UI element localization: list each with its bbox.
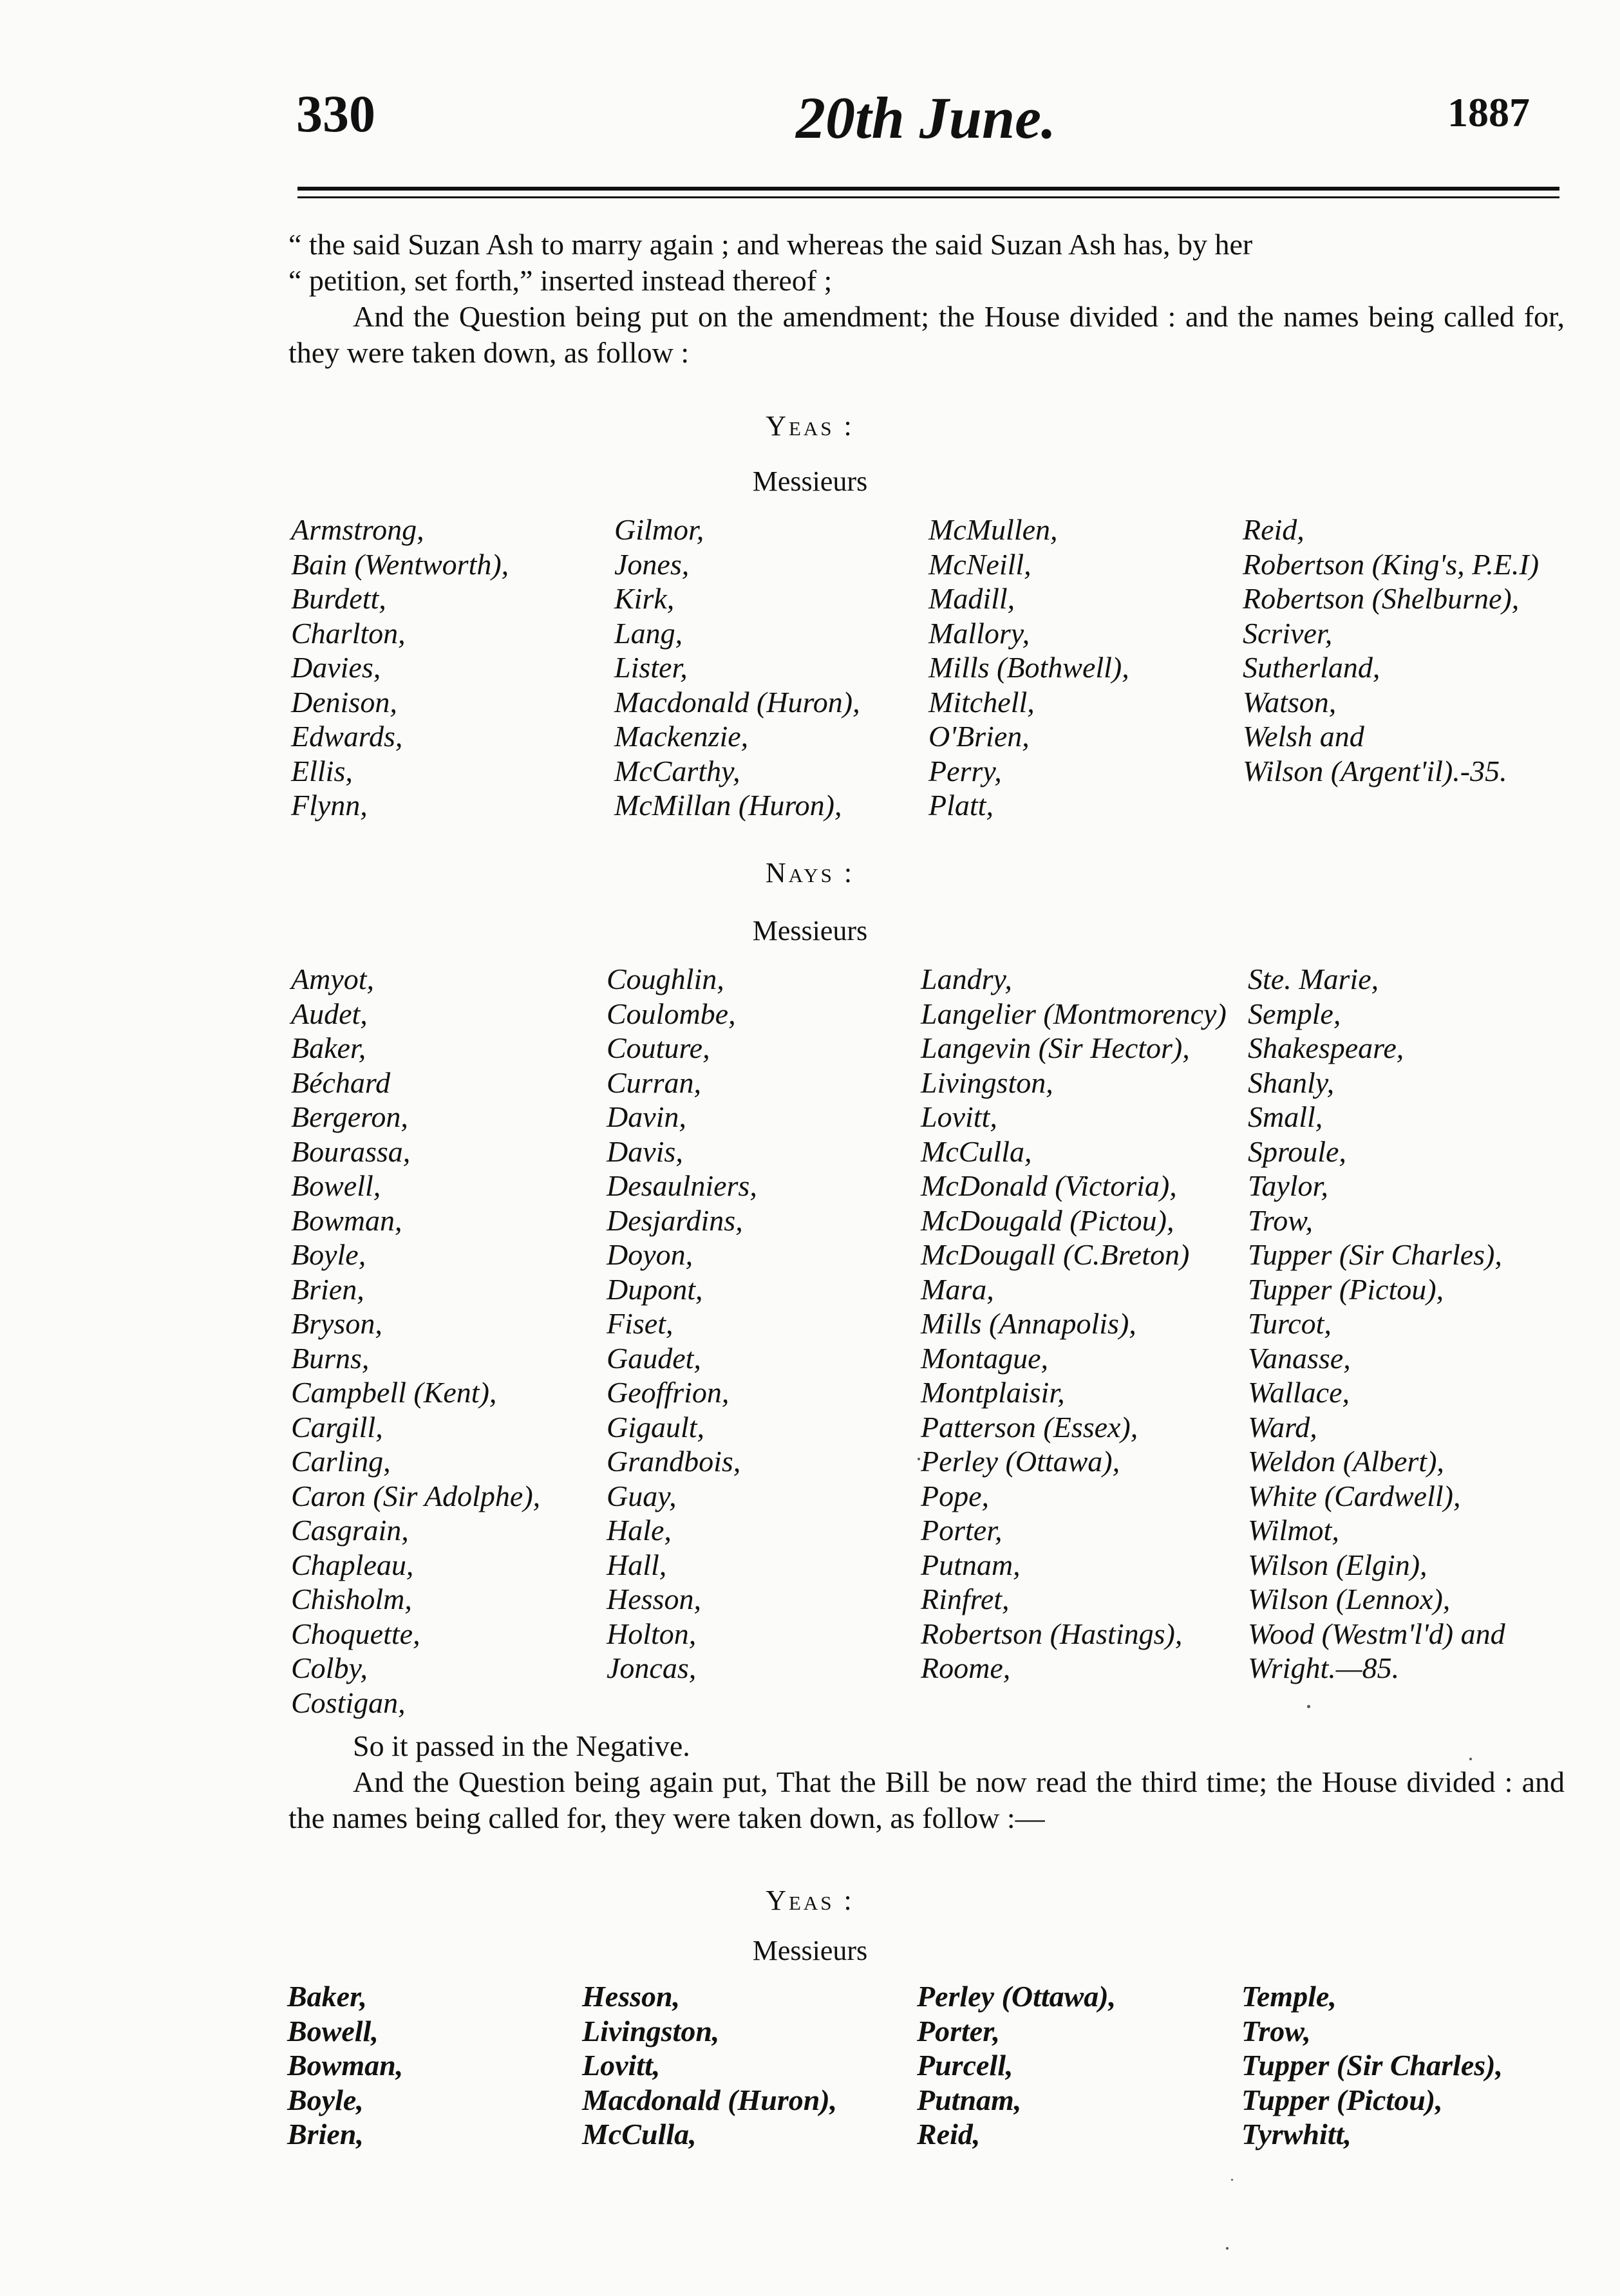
member-name: Desjardins, <box>607 1203 743 1237</box>
member-name: Campbell (Kent), <box>291 1376 497 1409</box>
member-name: Langelier (Montmorency) <box>921 997 1227 1030</box>
member-name: Lovitt, <box>582 2049 661 2082</box>
member-name: Welsh and <box>1243 720 1364 753</box>
member-name: Purcell, <box>917 2049 1013 2082</box>
member-name: Grandbois, <box>607 1445 741 1478</box>
member-name: Weldon (Albert), <box>1248 1445 1444 1478</box>
member-name: Mills (Annapolis), <box>921 1307 1136 1340</box>
negative-line: So it passed in the Negative. <box>353 1729 690 1762</box>
member-name: Boyle, <box>287 2083 364 2116</box>
print-speck <box>1231 2179 1233 2181</box>
member-name: Mara, <box>921 1272 994 1306</box>
member-name: Lang, <box>614 616 683 650</box>
intro-line: “ the said Suzan Ash to marry again ; and whereas the said Suzan Ash has, by her <box>288 228 1253 261</box>
member-name: Trow, <box>1248 1203 1314 1237</box>
member-name: Kirk, <box>614 582 675 615</box>
member-name: Madill, <box>928 582 1015 615</box>
second-yeas-messieurs: Messieurs <box>752 1935 868 1966</box>
print-speck <box>1469 1758 1472 1760</box>
member-name: Chapleau, <box>291 1548 414 1581</box>
nays-column-3 <box>921 962 1227 1686</box>
result-paragraph <box>288 1728 1565 1836</box>
member-name: Wilmot, <box>1248 1514 1339 1547</box>
member-name: Flynn, <box>291 789 368 822</box>
member-name: Lovitt, <box>921 1100 997 1133</box>
member-name: Holton, <box>607 1617 697 1650</box>
member-name: Taylor, <box>1248 1169 1328 1202</box>
member-name: Shakespeare, <box>1248 1031 1404 1064</box>
member-name: Porter, <box>917 2014 1001 2047</box>
member-name: Macdonald (Huron), <box>582 2083 838 2116</box>
member-name: Hall, <box>607 1548 667 1581</box>
member-name: Temple, <box>1241 1980 1337 2013</box>
member-name: Bergeron, <box>291 1100 408 1133</box>
member-name: Hesson, <box>607 1583 701 1615</box>
member-name: Pope, <box>921 1479 990 1512</box>
member-name: Livingston, <box>582 2014 720 2047</box>
member-name: Joncas, <box>607 1651 697 1684</box>
member-name: O'Brien, <box>928 720 1030 753</box>
member-name: Montague, <box>921 1341 1049 1375</box>
intro-paragraph <box>288 227 1565 371</box>
member-name: Desaulniers, <box>607 1169 757 1202</box>
member-name: Wallace, <box>1248 1376 1350 1409</box>
member-name: McMillan (Huron), <box>614 789 842 822</box>
member-name: Wood (Westm'l'd) and <box>1248 1617 1505 1650</box>
member-name: Small, <box>1248 1100 1323 1133</box>
member-name: Boyle, <box>291 1238 366 1271</box>
member-name: Porter, <box>921 1514 1003 1547</box>
member-name: McCarthy, <box>614 754 740 787</box>
member-name: McDougall (C.Breton) <box>921 1238 1190 1271</box>
member-name: Burns, <box>291 1341 370 1375</box>
member-name: Davis, <box>607 1134 683 1168</box>
member-name: White (Cardwell), <box>1248 1479 1461 1512</box>
member-name: Denison, <box>291 685 397 719</box>
member-name: Macdonald (Huron), <box>614 685 860 719</box>
member-name: Gilmor, <box>614 513 704 546</box>
member-name: Robertson (King's, P.E.I) <box>1243 547 1540 581</box>
member-name: Colby, <box>291 1651 368 1684</box>
member-name: Shanly, <box>1248 1066 1335 1099</box>
member-name: Rinfret, <box>921 1583 1010 1615</box>
member-name: McCulla, <box>921 1134 1032 1168</box>
member-name: Fiset, <box>607 1307 673 1340</box>
member-name: Reid, <box>1243 513 1304 546</box>
member-name: Carling, <box>291 1445 391 1478</box>
header-rule-thin <box>297 196 1559 198</box>
member-name: Livingston, <box>921 1066 1053 1099</box>
member-name: Bowman, <box>287 2049 404 2082</box>
page-header <box>296 84 1556 155</box>
member-name: Dupont, <box>607 1272 703 1306</box>
second-yeas-column-1 <box>287 1979 403 2152</box>
member-name: Bowell, <box>291 1169 381 1202</box>
member-name: Hesson, <box>582 1980 681 2013</box>
member-name: Landry, <box>921 963 1012 995</box>
member-name: Tyrwhitt, <box>1241 2118 1352 2150</box>
member-name: Hale, <box>607 1514 672 1547</box>
member-name: Turcot, <box>1248 1307 1332 1340</box>
member-name: Coulombe, <box>607 997 736 1030</box>
nays-heading: Nays : <box>765 857 855 889</box>
member-name: Putnam, <box>921 1548 1021 1581</box>
member-name: Brien, <box>287 2118 364 2150</box>
member-name: Watson, <box>1243 685 1337 719</box>
member-name: Gigault, <box>607 1410 705 1444</box>
nays-column-4 <box>1248 962 1505 1686</box>
member-name: McDougald (Pictou), <box>921 1203 1174 1237</box>
member-name: McDonald (Victoria), <box>921 1169 1177 1202</box>
member-name: McMullen, <box>928 513 1058 546</box>
member-name: Chisholm, <box>291 1583 412 1615</box>
member-name: Sutherland, <box>1243 651 1380 684</box>
nays-column-1 <box>291 962 540 1720</box>
page-number: 330 <box>296 84 375 143</box>
print-speck <box>918 1458 920 1460</box>
member-name: Amyot, <box>291 963 375 995</box>
second-yeas-heading: Yeas : <box>766 1885 854 1916</box>
member-name: Sproule, <box>1248 1134 1346 1168</box>
member-name: Doyon, <box>607 1238 693 1271</box>
member-name: Baker, <box>287 1980 367 2013</box>
member-name: Brien, <box>291 1272 364 1306</box>
second-yeas-column-4 <box>1241 1979 1503 2152</box>
member-name: Béchard <box>291 1066 391 1099</box>
member-name: Cargill, <box>291 1410 383 1444</box>
yeas-column-4 <box>1243 513 1539 788</box>
yeas-heading: Yeas : <box>766 410 854 442</box>
member-name: Wright.—85. <box>1248 1651 1400 1684</box>
member-name: Bain (Wentworth), <box>291 547 509 581</box>
member-name: Burdett, <box>291 582 386 615</box>
page-year: 1887 <box>1447 89 1530 135</box>
member-name: Casgrain, <box>291 1514 409 1547</box>
member-name: Perley (Ottawa), <box>921 1445 1120 1478</box>
member-name: Lister, <box>614 651 688 684</box>
member-name: Tupper (Sir Charles), <box>1241 2049 1503 2082</box>
member-name: Scriver, <box>1243 616 1333 650</box>
member-name: Bowman, <box>291 1203 402 1237</box>
member-name: Vanasse, <box>1248 1341 1351 1375</box>
second-yeas-column-2 <box>582 1979 837 2152</box>
member-name: Davies, <box>291 651 381 684</box>
second-yeas-column-3 <box>917 1979 1116 2152</box>
member-name: Mitchell, <box>928 685 1035 719</box>
member-name: Coughlin, <box>607 963 724 995</box>
member-name: Langevin (Sir Hector), <box>921 1031 1190 1064</box>
member-name: McNeill, <box>928 547 1031 581</box>
yeas-column-3 <box>928 513 1129 823</box>
page-date: 20th June. <box>796 85 1056 151</box>
member-name: Wilson (Elgin), <box>1248 1548 1427 1581</box>
question-paragraph: And the Question being put on the amendment; the House divided : and the names being called for, they were taken down, as follow : <box>288 300 1565 369</box>
member-name: Edwards, <box>291 720 403 753</box>
member-name: Montplaisir, <box>921 1376 1065 1409</box>
member-name: Tupper (Pictou), <box>1248 1272 1444 1306</box>
member-name: Semple, <box>1248 997 1341 1030</box>
member-name: Bourassa, <box>291 1134 411 1168</box>
member-name: Couture, <box>607 1031 710 1064</box>
third-reading-paragraph: And the Question being again put, That the Bill be now read the third time; the House divided : and the names being called for, they were taken down, as follow :— <box>288 1765 1565 1834</box>
member-name: Bowell, <box>287 2014 379 2047</box>
member-name: Guay, <box>607 1479 677 1512</box>
yeas-column-2 <box>614 513 860 823</box>
member-name: Platt, <box>928 789 994 822</box>
yeas-column-1 <box>291 513 509 823</box>
member-name: Mills (Bothwell), <box>928 651 1129 684</box>
member-name: Gaudet, <box>607 1341 701 1375</box>
member-name: Patterson (Essex), <box>921 1410 1138 1444</box>
member-name: Ste. Marie, <box>1248 963 1379 995</box>
print-speck <box>1226 2247 1229 2250</box>
member-name: Perry, <box>928 754 1002 787</box>
member-name: Robertson (Hastings), <box>921 1617 1183 1650</box>
member-name: Mallory, <box>928 616 1030 650</box>
member-name: Robertson (Shelburne), <box>1243 582 1520 615</box>
member-name: Armstrong, <box>291 513 424 546</box>
member-name: Putnam, <box>917 2083 1022 2116</box>
member-name: Audet, <box>291 997 368 1030</box>
member-name: Curran, <box>607 1066 701 1099</box>
nays-messieurs: Messieurs <box>752 915 868 946</box>
member-name: Ward, <box>1248 1410 1317 1444</box>
member-name: Reid, <box>917 2118 981 2150</box>
member-name: Trow, <box>1241 2014 1311 2047</box>
member-name: Jones, <box>614 547 690 581</box>
member-name: Perley (Ottawa), <box>917 1980 1116 2013</box>
member-name: Roome, <box>921 1651 1011 1684</box>
member-name: Charlton, <box>291 616 406 650</box>
member-name: Caron (Sir Adolphe), <box>291 1479 541 1512</box>
member-name: Choquette, <box>291 1617 420 1650</box>
member-name: Tupper (Sir Charles), <box>1248 1238 1502 1271</box>
member-name: Ellis, <box>291 754 353 787</box>
member-name: Costigan, <box>291 1686 406 1719</box>
header-rule-thick <box>297 187 1559 191</box>
member-name: Wilson (Lennox), <box>1248 1583 1451 1615</box>
member-name: Wilson (Argent'il).-35. <box>1243 754 1507 787</box>
member-name: Bryson, <box>291 1307 382 1340</box>
print-speck <box>1307 1705 1310 1708</box>
nays-column-2 <box>607 962 757 1686</box>
member-name: McCulla, <box>582 2118 697 2150</box>
member-name: Mackenzie, <box>614 720 749 753</box>
member-name: Geoffrion, <box>607 1376 730 1409</box>
member-name: Davin, <box>607 1100 686 1133</box>
intro-line: “ petition, set forth,” inserted instead thereof ; <box>288 264 833 297</box>
member-name: Tupper (Pictou), <box>1241 2083 1443 2116</box>
yeas-messieurs: Messieurs <box>752 466 868 497</box>
member-name: Baker, <box>291 1031 366 1064</box>
